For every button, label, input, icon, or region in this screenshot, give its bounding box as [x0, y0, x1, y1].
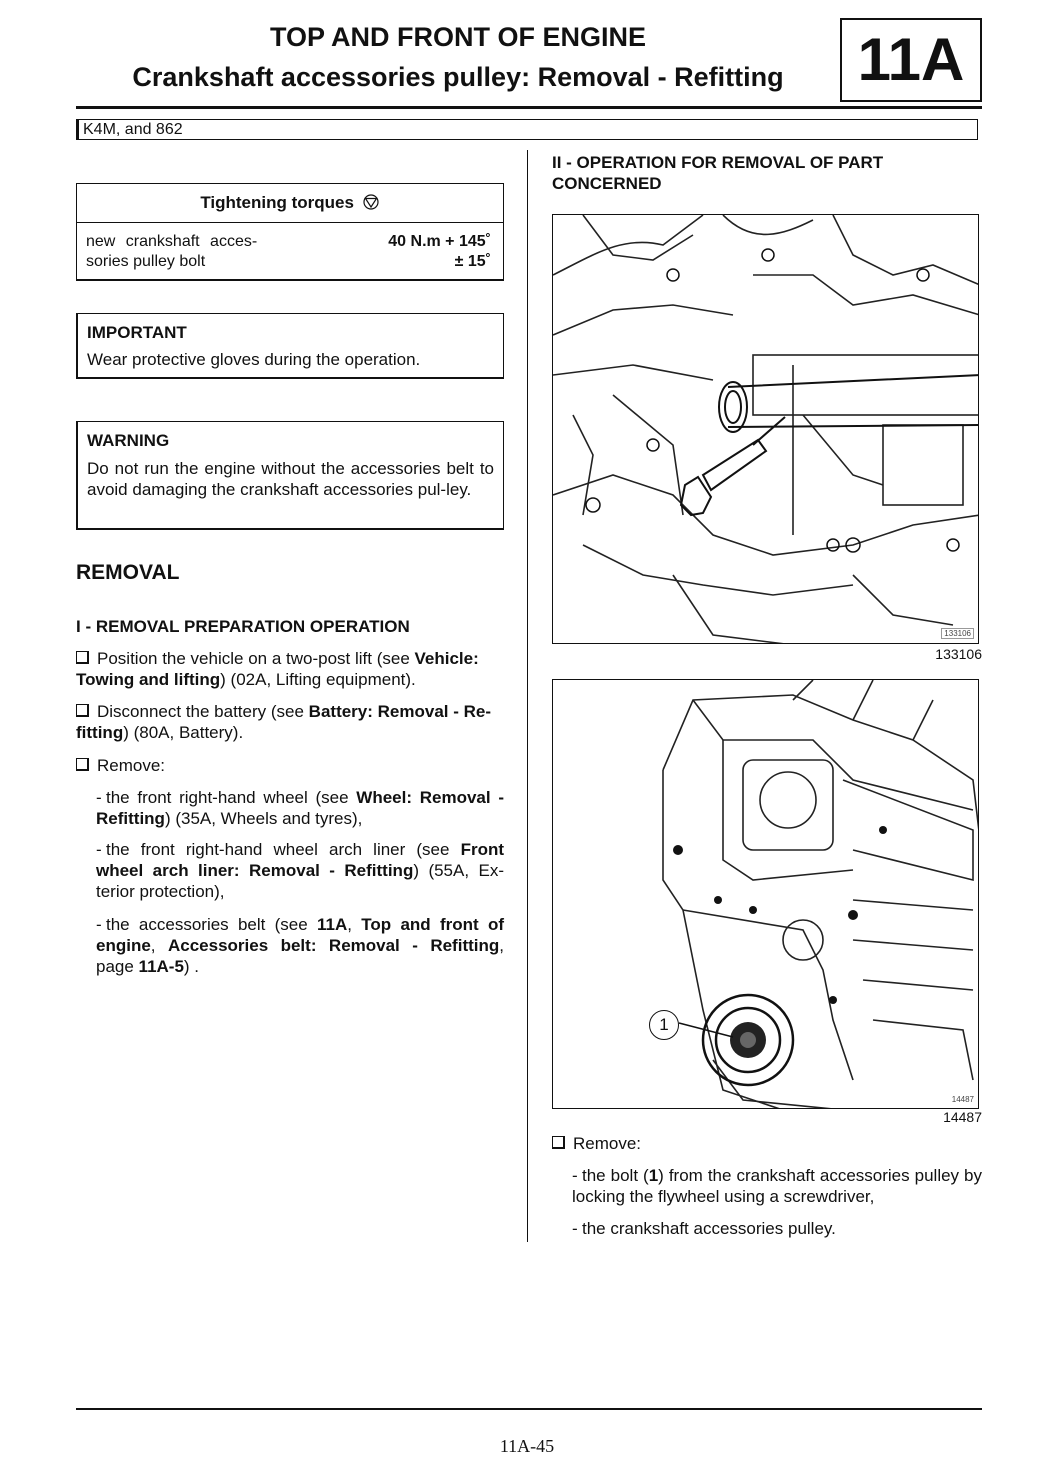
list-item — [552, 1133, 982, 1154]
list-item: - the front right-hand wheel arch liner (see Front wheel arch liner: Removal - Refitting) (55A, Ex-terior protection), — [96, 840, 505, 901]
section2-sub1-text: the bolt ( — [582, 1166, 649, 1185]
sub3-sep2: , — [150, 936, 168, 955]
torque-description-line1: new crankshaft acces- — [86, 233, 258, 250]
checkbox-bullet-icon — [76, 758, 89, 771]
engine-pulley-illustration — [553, 680, 979, 1109]
checkbox-bullet-icon — [552, 1136, 565, 1149]
torque-description — [86, 232, 286, 272]
torque-table — [76, 183, 504, 281]
figure1-number: 133106 — [935, 646, 982, 662]
torque-triangle-icon — [362, 194, 380, 210]
list-item: - the front right-hand wheel (see Wheel: Removal - Refitting) (35A, Wheels and tyres), — [96, 788, 504, 828]
list-item — [76, 701, 506, 743]
sub3-sep1: , — [347, 915, 362, 934]
torque-table-heading: Tightening torques — [200, 193, 354, 212]
figure2-small-label: 14487 — [951, 1095, 974, 1104]
checkbox-bullet-icon — [76, 704, 89, 717]
header-divider — [76, 106, 982, 109]
figure2-number: 14487 — [943, 1109, 982, 1125]
step2-post: ) (80A, Battery). — [123, 723, 244, 742]
warning-note — [76, 421, 504, 530]
torque-value — [331, 232, 491, 272]
section2-sub2-text: the crankshaft accessories pulley. — [582, 1219, 836, 1238]
list-item — [76, 648, 506, 690]
step1-ref: Vehicle: Towing and lifting — [76, 649, 479, 689]
sub2-ref: Front wheel arch liner: Removal - Refitting — [96, 840, 504, 880]
section2-sub1-ref: 1 — [648, 1166, 659, 1185]
section2-sub1-post: ) from the crankshaft accessories pulley by locking the flywheel using a screwdriver, — [572, 1166, 982, 1206]
sub3-ref4: 11A-5 — [138, 957, 184, 976]
step1-text: Position the vehicle on a two-post lift (see — [97, 649, 415, 668]
sub2-post: ) (55A, Ex-terior protection), — [96, 861, 505, 901]
sub3-ref2: Top and front of engine — [96, 915, 504, 955]
important-text: Wear protective gloves during the operation. — [87, 350, 421, 369]
torque-table-header — [77, 184, 503, 223]
column-divider — [527, 150, 528, 1242]
step1-post: ) (02A, Lifting equipment). — [220, 670, 416, 689]
section-code-badge: 11A — [840, 18, 982, 102]
sub1-ref: Wheel: Removal - Refitting — [96, 788, 504, 828]
step3-text: Remove: — [97, 756, 166, 775]
figure-engine-top-view — [552, 214, 979, 644]
sub3-ref1: 11A — [317, 915, 348, 934]
list-item: - the crankshaft accessories pulley. — [572, 1219, 836, 1238]
section2-step-text: Remove: — [573, 1134, 642, 1153]
torque-value-line2: ± 15˚ — [454, 253, 491, 270]
figure-engine-front-view — [552, 679, 979, 1109]
engine-drawing-illustration — [553, 215, 979, 644]
page-subtitle: Crankshaft accessories pulley: Removal - Refitting — [132, 62, 784, 92]
sub3-text: the accessories belt (see — [106, 915, 318, 934]
footer-divider — [76, 1408, 982, 1410]
sub2-text: the front right-hand wheel arch liner (see — [106, 840, 461, 859]
list-item — [76, 755, 506, 776]
list-item: - the bolt (1) from the crankshaft accessories pulley by locking the flywheel using a screwdriver, — [572, 1166, 982, 1206]
list-item: - the accessories belt (see 11A, Top and front of engine, Accessories belt: Removal - Refitting, page 11A-5) . — [96, 915, 504, 976]
step2-ref: Battery: Removal - Re-fitting — [76, 702, 491, 742]
sub1-text: the front right-hand wheel (see — [106, 788, 357, 807]
checkbox-bullet-icon — [76, 651, 89, 664]
sub3-ref3: Accessories belt: Removal - Refitting — [167, 936, 500, 955]
sub1-post: ) (35A, Wheels and tyres), — [164, 809, 363, 828]
sub3-sep3: , page — [96, 936, 504, 976]
important-note — [76, 313, 504, 379]
applicability-bar: K4M, and 862 — [76, 119, 978, 140]
removal-heading: REMOVAL — [76, 561, 180, 584]
preparation-heading: I - REMOVAL PREPARATION OPERATION — [76, 617, 410, 636]
important-title: IMPORTANT — [87, 323, 187, 342]
callout-1: 1 — [649, 1010, 679, 1040]
sub3-post: ) . — [183, 957, 200, 976]
page-number: 11A-45 — [499, 1436, 555, 1456]
figure1-small-label: 133106 — [941, 628, 974, 639]
torque-value-line1: 40 N.m + 145˚ — [388, 233, 491, 250]
page-title: TOP AND FRONT OF ENGINE — [269, 22, 647, 52]
warning-text: Do not run the engine without the accessories belt to avoid damaging the crankshaft accessories pul-ley. — [87, 459, 494, 499]
step2-text: Disconnect the battery (see — [97, 702, 309, 721]
warning-title: WARNING — [87, 431, 170, 450]
section2-heading: II - OPERATION FOR REMOVAL OF PART CONCERNED — [552, 153, 884, 193]
torque-description-line2: sories pulley bolt — [86, 253, 206, 270]
